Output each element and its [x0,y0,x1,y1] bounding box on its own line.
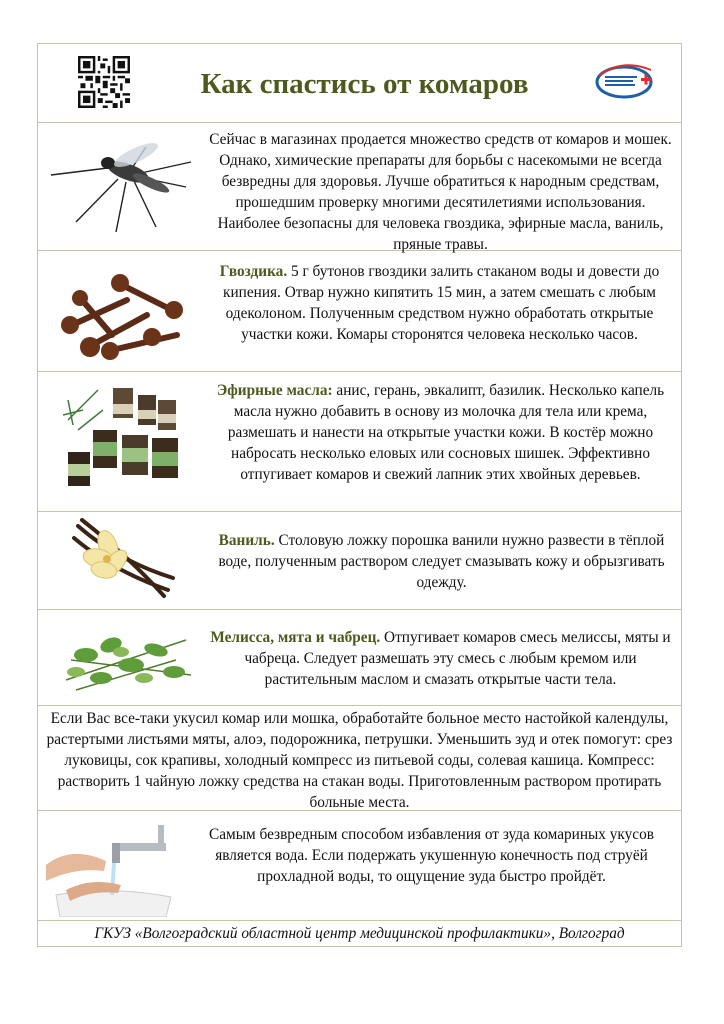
herbs-text [208,627,673,690]
herbs-row [38,610,681,706]
intro-row [38,123,681,251]
clove-icon [52,265,192,360]
water-row [38,811,681,921]
qr-code-icon [78,56,130,108]
essential-oils-icon [58,380,188,500]
herbs-body: Отпугивает комаров смесь мелиссы, мяты и чабреца. Следует размешать эту смесь с любым кремом или растительным маслом и смазать открытые части тела. [244,629,671,688]
leaflet [37,43,682,947]
oils-body: анис, герань, эвкалипт, базилик. Несколько капель масла нужно добавить в основу из молочка для тела или крема, размешать и нанести на открытые участки кожи. В костёр можно набросать несколько еловых или сосновых шишек. Эффективно отпугивает комаров и свежий лапник этих хвойных деревьев. [227,382,665,483]
intro-text: Сейчас в магазинах продается множество средств от комаров и мошек. Однако, химические препараты для борьбы с насекомыми не всегда безвредны для здоровья. Лучше обратиться к народным средствам, прошедшим проверку многими десятилетиями использования. Наиболее безопасны для человека гвоздика, эфирные масла, ваниль, пряные травы. [209,131,672,253]
page-title: Как спастись от комаров [200,68,529,100]
medical-center-logo-icon [591,54,661,104]
footer-row [38,921,681,947]
clove-title: Гвоздика. [219,263,288,280]
oils-row [38,372,681,512]
mosquito-icon [46,127,196,237]
vanilla-title: Ваниль. [218,532,275,549]
vanilla-body: Столовую ложку порошка ванили нужно развести в тёплой воде, полученным раствором следует смазывать кожу и обрызгивать одежду. [218,532,665,591]
vanilla-icon [68,516,178,604]
header-row [38,44,681,123]
bite-row [38,706,681,811]
clove-row [38,251,681,372]
oils-title: Эфирные масла: [216,382,333,399]
bite-text: Если Вас все-таки укусил комар или мошка, обработайте больное место настойкой календулы, растертыми листьями мяты, алоэ, подорожника, петрушки. Уменьшить зуд и отек помогут: срез луковицы, сок крапивы, холодный компресс из питьевой соды, солевая кашица. Компресс: растворить 1 чайную ложку средства на стакан воды. Приготовленным раствором протирать больные места. [46,710,673,811]
water-text: Самым безвредным способом избавления от зуда комариных укусов является вода. Если подержать укушенную конечность под струёй прохладной воды, то ощущение зуда быстро пройдёт. [209,826,654,885]
clove-body: 5 г бутонов гвоздики залить стаканом воды и довести до кипения. Отвар нужно кипятить 15 мин, а затем смешать с любым одеколоном. Полученным средством нужно обработать открытые участки кожи. Комары сторонятся человека несколько часов. [223,263,660,343]
footer-text: ГКУЗ «Волгоградский областной центр медицинской профилактики», Волгоград [94,925,625,942]
vanilla-text [208,530,675,593]
clove-text [218,261,661,345]
oils-text [208,380,673,485]
water-tap-hands-icon [46,815,176,917]
vanilla-row [38,512,681,610]
herbs-icon [56,620,196,696]
herbs-title: Мелисса, мята и чабрец. [210,629,381,646]
